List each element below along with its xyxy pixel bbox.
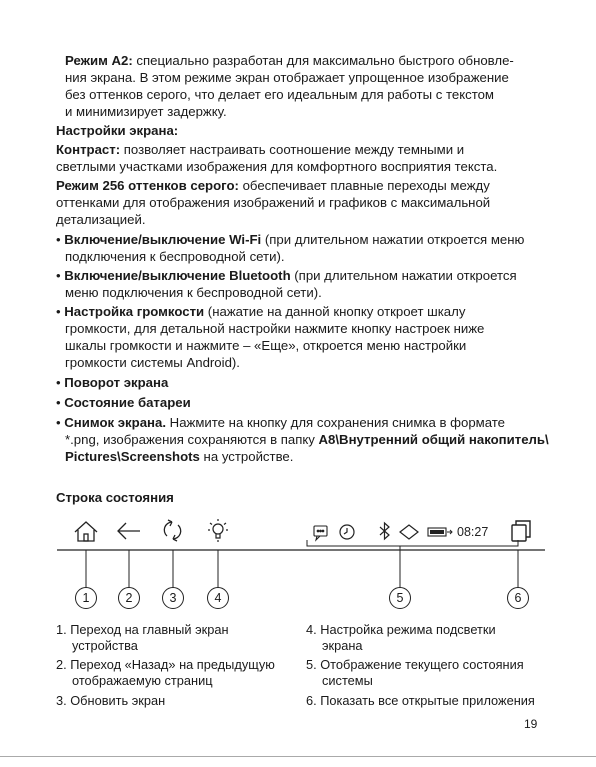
bluetooth-title: Включение/выключение Bluetooth	[64, 268, 291, 283]
legend-item-5-cont: системы	[322, 673, 373, 688]
screenshot-line2-text: *.png, изображения сохраняются в папку	[65, 432, 319, 447]
a2-mode-text: специально разработан для максимально быстрого обновле-	[132, 53, 514, 68]
gray-line2: оттенками для отображения изображений и графиков с максимальной	[56, 195, 491, 210]
battery-bullet: • Состояние батареи	[56, 395, 191, 410]
wifi-bullet: • Включение/выключение Wi-Fi (при длительном нажатии откроется меню	[56, 232, 525, 247]
volume-bullet: • Настройка громкости (нажатие на данной кнопку откроет шкалу	[56, 304, 466, 319]
legend-item-3: 3. Обновить экран	[56, 693, 166, 708]
recent-apps-icon[interactable]	[512, 521, 530, 541]
status-group-bracket	[307, 540, 518, 546]
bluetooth-icon	[380, 523, 389, 539]
a2-mode-line4: и минимизирует задержку.	[65, 104, 227, 119]
page-bottom-edge	[0, 756, 596, 767]
volume-line4: громкости системы Android).	[65, 355, 240, 370]
battery-icon	[428, 528, 452, 536]
a2-mode-line3: без оттенков серого, что делает его идеальным для работы с текстом	[65, 87, 495, 102]
status-clock: 08:27	[457, 525, 489, 539]
contrast-line2: светлыми участками изображения для комфортного восприятия текста.	[56, 159, 498, 174]
volume-title: Настройка громкости	[64, 304, 205, 319]
callout-5: 5	[389, 587, 411, 609]
a2-mode-title: Режим А2:	[65, 53, 133, 68]
legend-item-2-cont: отображаемую страниц	[72, 673, 213, 688]
legend-item-1-cont: устройства	[72, 638, 138, 653]
rotate-title: Поворот экрана	[64, 375, 169, 390]
volume-line3: шкалы громкости и нажмите – «Еще», откроется меню настройки	[65, 338, 467, 353]
bluetooth-bullet: • Включение/выключение Bluetooth (при длительном нажатии откроется	[56, 268, 517, 283]
gray-text: обеспечивает плавные переходы между	[238, 178, 490, 193]
refresh-icon[interactable]	[164, 520, 180, 541]
screenshot-folder-path: A8\Внутренний общий накопитель\	[318, 432, 549, 447]
callout-3: 3	[162, 587, 184, 609]
screenshot-subfolder: Pictures\Screenshots	[65, 449, 200, 464]
legend-item-4-cont: экрана	[322, 638, 363, 653]
callout-1: 1	[75, 587, 97, 609]
gray-line3: детализацией.	[56, 212, 146, 227]
volume-line2: громкости, для детальной настройки нажмите кнопку настроек ниже	[65, 321, 485, 336]
screenshot-text: Нажмите на кнопку для сохранения снимка в формате	[166, 415, 506, 430]
legend-item-1: 1. Переход на главный экран	[56, 622, 229, 637]
contrast-text: позволяет настраивать соотношение между темными и	[120, 142, 465, 157]
wifi-icon	[400, 525, 418, 539]
alarm-icon	[340, 525, 354, 539]
bluetooth-text: (при длительном нажатии откроется	[290, 268, 517, 283]
screenshot-title: Снимок экрана.	[64, 415, 167, 430]
legend-item-2: 2. Переход «Назад» на предыдущую	[56, 657, 275, 672]
battery-title: Состояние батареи	[64, 395, 191, 410]
contrast-title: Контраст:	[56, 142, 121, 157]
home-icon[interactable]	[75, 522, 97, 541]
legend-item-4: 4. Настройка режима подсветки	[306, 622, 496, 637]
gray-title: Режим 256 оттенков серого:	[56, 178, 239, 193]
wifi-line2: подключения к беспроводной сети).	[65, 249, 285, 264]
screenshot-bullet: • Снимок экрана. Нажмите на кнопку для сохранения снимка в формате	[56, 415, 506, 430]
wifi-text: (при длительном нажатии откроется меню	[261, 232, 525, 247]
legend-item-6: 6. Показать все открытые приложения	[306, 693, 535, 708]
status-bar-heading: Строка состояния	[56, 490, 174, 505]
screenshot-line3	[65, 447, 293, 466]
callout-leader-lines	[86, 546, 518, 588]
callout-4: 4	[207, 587, 229, 609]
back-icon[interactable]	[118, 523, 140, 539]
page-number: 19	[524, 717, 538, 731]
volume-text: (нажатие на данной кнопку откроет шкалу	[204, 304, 466, 319]
rotate-bullet: • Поворот экрана	[56, 375, 169, 390]
wifi-title: Включение/выключение Wi-Fi	[64, 232, 262, 247]
legend-item-5: 5. Отображение текущего состояния	[306, 657, 524, 672]
bluetooth-line2: меню подключения к беспроводной сети).	[65, 285, 322, 300]
lightbulb-icon[interactable]	[208, 519, 228, 542]
callout-2: 2	[118, 587, 140, 609]
callout-6: 6	[507, 587, 529, 609]
screen-settings-heading: Настройки экрана:	[56, 123, 179, 138]
a2-mode-line2: ния экрана. В этом режиме экран отображает упрощенное изображение	[65, 70, 509, 85]
screenshot-line3-text: на устройстве.	[199, 449, 294, 464]
message-icon	[314, 526, 327, 540]
